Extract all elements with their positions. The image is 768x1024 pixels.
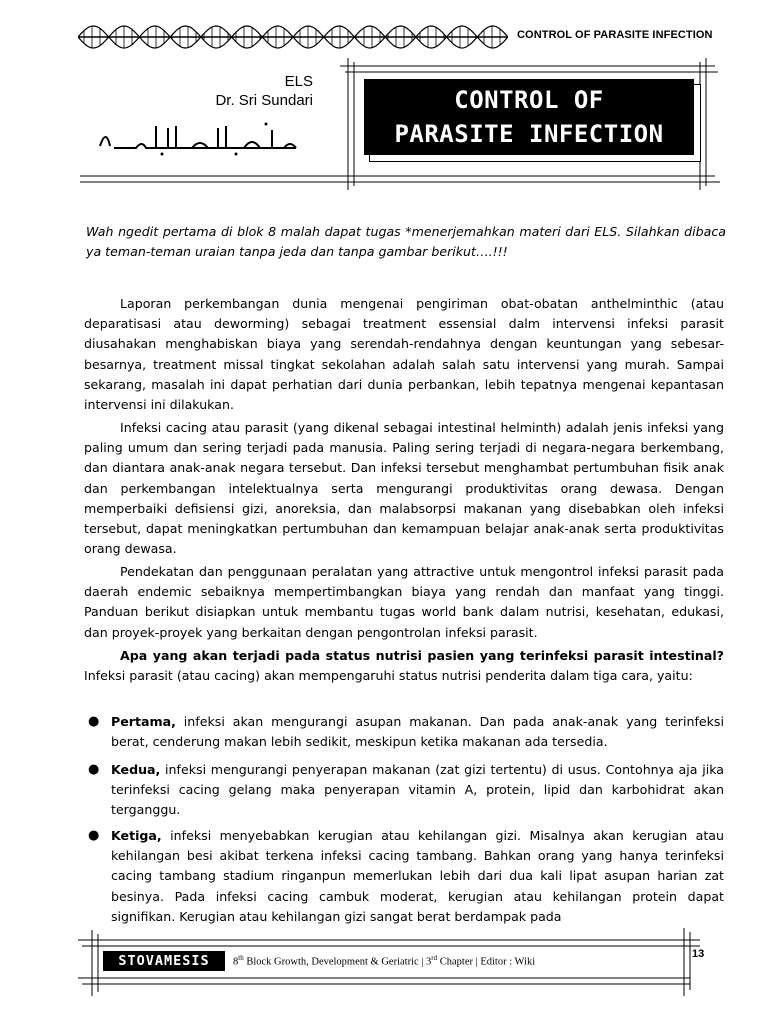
list-item-text xyxy=(111,760,724,821)
paragraph-2: Infeksi cacing atau parasit (yang dikenal sebagai intestinal helminth) adalah jenis infeksi yang paling umum dan sering terjadi pada manusia. Paling sering terjadi di negara-negara berkembang, dan diantara anak-anak negara tersebut. Dan infeksi tersebut menghambat pertumbuhan fisik anak dan perkembangan intelektualnya serta mengurangi produktivitas orang dewasa. Dengan memperbaiki defisiensi gizi, anoreksia, dan malabsorpsi makanan yang disebabkan oleh infeksi tersebut, dapat meningkatkan pertumbuhan dan kemampuan belajar anak-anak serta produktivitas orang dewasa. xyxy=(84,420,724,557)
paragraph-3: Pendekatan dan penggunaan peralatan yang attractive untuk mengontrol infeksi parasit pada daerah endemic sebaiknya mempertimbangkan biaya yang rendah dan manfaat yang tinggi. Panduan berikut disiapkan untuk membantu tugas world bank dalam nutrisi, kesehatan, edukasi, dan proyek-proyek yang berkaitan dengan pengontrolan infeksi parasit. xyxy=(84,564,724,640)
question-heading: Apa yang akan terjadi pada status nutrisi pasien yang terinfeksi parasit intestinal? xyxy=(120,648,724,663)
paragraph-4-text: Infeksi parasit (atau cacing) akan mempengaruhi status nutrisi penderita dalam tiga cara, yaitu: xyxy=(84,668,693,684)
list-item-lead: Pertama, xyxy=(111,714,176,729)
list-item-text xyxy=(111,712,724,752)
footer-block-sup: th xyxy=(238,954,244,962)
paragraph-1: Laporan perkembangan dunia mengenai pengiriman obat-obatan anthelminthic (atau deparatisasi atau deworming) sebagai treatment essensial dalm intervensi infeksi parasit diusahakan menghabiskan biaya yang serendah-rendahnya dengan keuntungan yang sebesar-besarnya, treatment missal tingkat sekolahan adalah salah satu intervensi yang murah. Sampai sekarang, masalah ini dapat perhatian dari dunia perbankan, lebih tepatnya mengenai kepantasan intervensi ini dilakukan. xyxy=(84,296,724,413)
page-number: 13 xyxy=(692,948,705,960)
bullet-icon: ● xyxy=(88,828,100,843)
stovamesis-logo: STOVAMESIS xyxy=(103,951,225,971)
footer-chapter-sup: rd xyxy=(431,954,438,962)
dna-ornament xyxy=(78,22,508,52)
list-item-body: infeksi akan mengurangi asupan makanan. Dan pada anak-anak yang terinfeksi berat, cenderung makan lebih sedikit, meskipun ketika makanan ada tersedia. xyxy=(111,714,724,750)
list-item-lead: Ketiga, xyxy=(111,828,162,843)
list-item-body: infeksi mengurangi penyerapan makanan (zat gizi tertentu) di usus. Contohnya aja jika terinfeksi cacing gelang maka penyerapan vitamin A, protein, lipid dan karbohidrat akan terganggu. xyxy=(111,762,724,818)
bullet-icon: ● xyxy=(88,762,100,777)
title-line-2: PARASITE INFECTION xyxy=(394,120,664,148)
footer-caption xyxy=(233,954,535,968)
bullet-icon: ● xyxy=(88,714,100,729)
paragraph-4 xyxy=(84,646,724,686)
footer-chapter-text: Chapter | Editor : Wiki xyxy=(437,956,536,968)
title-line-1: CONTROL OF xyxy=(454,86,604,114)
title-box xyxy=(364,79,694,155)
intro-note: Wah ngedit pertama di blok 8 malah dapat tugas *menerjemahkan materi dari ELS. Silahkan dibaca ya teman-teman uraian tanpa jeda dan tanpa gambar berikut….!!! xyxy=(86,224,726,260)
header-label: CONTROL OF PARASITE INFECTION xyxy=(517,29,713,41)
list-item-text xyxy=(111,826,724,927)
list-item-lead: Kedua, xyxy=(111,762,161,777)
list-item-body: infeksi menyebabkan kerugian atau kehilangan gizi. Misalnya akan kerugian atau kehilangan besi akibat terkena infeksi cacing tambang. Bahkan orang yang hanya terinfeksi cacing tambang stadium ringanpun memerlukan lebih dari dua kali lipat asupan harian zat besinya. Pada infeksi cacing cambuk moderat, kerugian atau kehilangan protein dapat signifikan. Kerugian atau kehilangan gizi sangat berat berdampak pada xyxy=(111,828,724,924)
footer-block-text: Block Growth, Development & Geriatric | 3 xyxy=(243,956,432,968)
basmala-calligraphy xyxy=(96,118,306,158)
author-org: ELS xyxy=(284,73,313,90)
footer-block-number: 8 xyxy=(233,956,239,968)
author-name: Dr. Sri Sundari xyxy=(215,92,313,109)
